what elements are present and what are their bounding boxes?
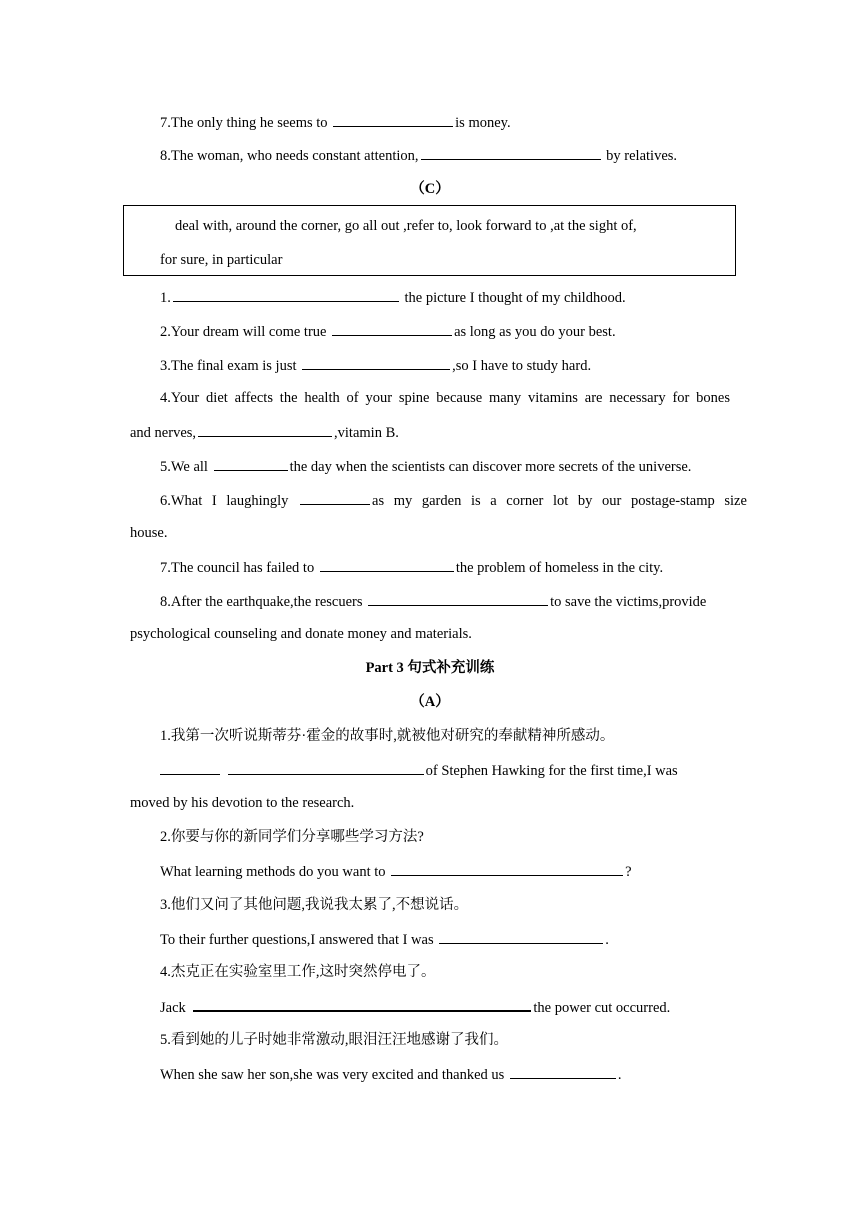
answer-blank[interactable] [421,145,601,160]
b-question-8: 8.The woman, who needs constant attention, by relatives. [160,145,730,166]
part3-q5-english: When she saw her son,she was very excited and thanked us . [160,1064,730,1085]
part3-q1-chinese: 1.我第一次听说斯蒂芬·霍金的故事时,就被他对研究的奉献精神所感动。 [160,728,615,744]
part3-q3-english: To their further questions,I answered that I was . [160,929,730,950]
answer-blank[interactable] [332,321,452,336]
c-question-5: 5.We all the day when the scientists can discover more secrets of the universe. [160,456,730,477]
part3-q2-chinese: 2.你要与你的新同学们分享哪些学习方法? [160,829,424,845]
answer-blank[interactable] [193,996,531,1012]
part3-a-heading: （A） [410,694,450,710]
answer-blank[interactable] [160,760,220,775]
part3-q2-english: What learning methods do you want to ? [160,861,730,882]
section-c-heading: （C） [410,181,450,197]
answer-blank[interactable] [300,490,370,505]
c-question-6-line-1: 6.What I laughingly as my garden is a corner lot by our postage-stamp size [160,490,730,511]
b-question-7: 7.The only thing he seems to is money. [160,112,730,133]
word-bank-line-2: for sure, in particular [160,252,283,268]
c-question-6-line-2: house. [130,525,168,541]
answer-blank[interactable] [173,287,399,302]
part3-q1-english-line-1: of Stephen Hawking for the first time,I was [160,760,730,781]
part3-q4-english: Jack the power cut occurred. [160,996,730,1018]
c-question-2: 2.Your dream will come true as long as you do your best. [160,321,730,342]
answer-blank[interactable] [333,112,453,127]
answer-blank[interactable] [391,861,623,876]
c-question-8-line-2: psychological counseling and donate money and materials. [130,626,472,642]
answer-blank[interactable] [510,1064,616,1079]
c-question-1: 1. the picture I thought of my childhood. [160,287,730,308]
part3-q1-english-line-2: moved by his devotion to the research. [130,795,355,811]
answer-blank[interactable] [214,456,288,471]
answer-blank[interactable] [368,591,548,606]
c-question-7: 7.The council has failed to the problem of homeless in the city. [160,557,730,578]
answer-blank[interactable] [228,760,424,775]
answer-blank[interactable] [302,355,450,370]
c-question-8-line-1: 8.After the earthquake,the rescuers to save the victims,provide [160,591,730,612]
word-bank-line-1: deal with, around the corner, go all out ,refer to, look forward to ,at the sight of, [175,218,637,234]
answer-blank[interactable] [320,557,454,572]
c-question-4-line-1: 4.Your diet affects the health of your spine because many vitamins are necessary for bones [160,390,730,406]
part3-q3-chinese: 3.他们又问了其他问题,我说我太累了,不想说话。 [160,897,469,913]
c-question-4-line-2: and nerves, ,vitamin B. [130,422,730,443]
answer-blank[interactable] [439,929,603,944]
part3-title: Part 3 句式补充训练 [365,660,495,676]
c-question-3: 3.The final exam is just ,so I have to study hard. [160,355,730,376]
part3-q4-chinese: 4.杰克正在实验室里工作,这时突然停电了。 [160,964,436,980]
part3-q5-chinese: 5.看到她的儿子时她非常激动,眼泪汪汪地感谢了我们。 [160,1032,508,1048]
answer-blank[interactable] [198,422,332,437]
